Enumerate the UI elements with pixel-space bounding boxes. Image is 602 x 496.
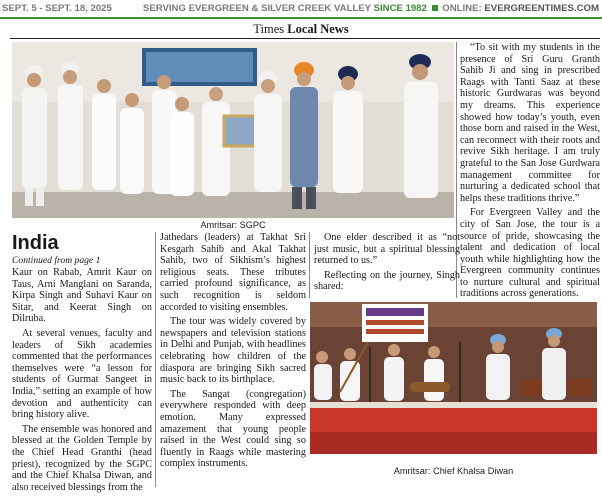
column-rule	[155, 232, 156, 487]
chief-khalsa-diwan-photo	[310, 302, 597, 454]
section-title	[0, 20, 602, 38]
quote-paragraph: “To sit with my students in the presence of Sri Guru Granth Sahib Ji and sing in prescribed Raags with Tanti Saaz at these historic Gurdwaras was beyond my dreams. This experience showed how today’s youth, even those born and raised in the West, can reconnect with their roots and revive Sikh heritage. I am truly grateful to the San Jose Gurdwara management committee for nurturing a dedicated school that helps these traditions thrive.”	[460, 42, 600, 204]
square-bullet-icon	[432, 5, 438, 11]
article-column-2	[160, 232, 306, 473]
section-prefix: Times	[253, 22, 285, 36]
paragraph: Reflecting on the journey, Singh shared:	[314, 269, 460, 293]
article-column-4	[460, 42, 600, 303]
paragraph: Jathedars (leaders) at Takhat Sri Kesgarh Sahib and Akal Takhat Sahib, two of Sikhism’s highest religious seats. These tributes carried profound significance, as such recognition is seldom accorded to visiting ensembles.	[160, 232, 306, 313]
website-link[interactable]: EVERGREENTIMES.COM	[484, 3, 599, 14]
group-photo-drawing	[12, 42, 454, 218]
section-name: Local News	[287, 22, 349, 36]
column-rule	[456, 42, 457, 232]
sgpc-group-photo	[12, 42, 454, 218]
paragraph: At several venues, faculty and leaders of Sikh academies commented that the performances themselves were “a lesson for students of Gurmat Sangeet in India,” setting an example of how devotion and authenticity can bring history alive.	[12, 327, 152, 421]
since-text: SINCE 1982	[373, 3, 427, 14]
article-column-1	[12, 232, 152, 496]
column-rule	[309, 232, 310, 298]
paragraph: The tour was widely covered by newspapers and television stations in Delhi and Punjab, with headlines celebrating how children of the diaspora are bringing Sikh sacred music back to its birthplace.	[160, 316, 306, 386]
top-photo-caption: Amritsar: SGPC	[200, 220, 266, 230]
paragraph: The ensemble was honored and blessed at the Golden Temple by the Chief Head Granthi (head priest), recognized by the SGPC and the Chief Khalsa Diwan, and also received blessings from the	[12, 423, 152, 493]
online-label: ONLINE:	[442, 3, 482, 14]
paragraph: The Sangat (congregation) everywhere responded with deep emotion. Many expressed amazement that young people raised in the West could sing so fluently in Raags while mastering complex instruments.	[160, 388, 306, 470]
serving-text: SERVING EVERGREEN & SILVER CREEK VALLEY	[142, 3, 371, 14]
masthead-bar	[0, 0, 602, 17]
green-divider	[0, 17, 602, 19]
paragraph: Kaur on Rabab, Amrit Kaur on Taus, Arni Manglani on Saranda, Kirpa Singh and Suhavi Kaur on Sitar, and Keerat Singh on Dilruba.	[12, 267, 152, 325]
paragraph: For Evergreen Valley and the city of San Jose, the tour is a source of pride, showcasing the talent and dedication of local youth while highlighting how the Evergreen community continues to nurture cultural and spiritual traditions across generations.	[460, 207, 600, 300]
stage-photo-drawing	[310, 302, 597, 454]
paragraph: One elder described it as “not just music, but a spiritual blessing returned to us.”	[314, 232, 460, 267]
issue-dates: SEPT. 5 - SEPT. 18, 2025	[2, 3, 112, 14]
article-column-3	[314, 232, 460, 296]
bottom-photo-caption: Amritsar: Chief Khalsa Diwan	[393, 466, 514, 476]
section-divider	[10, 38, 600, 39]
masthead-tagline	[143, 3, 599, 14]
article-headline: India	[12, 232, 59, 254]
continued-note: Continued from page 1	[12, 255, 101, 266]
